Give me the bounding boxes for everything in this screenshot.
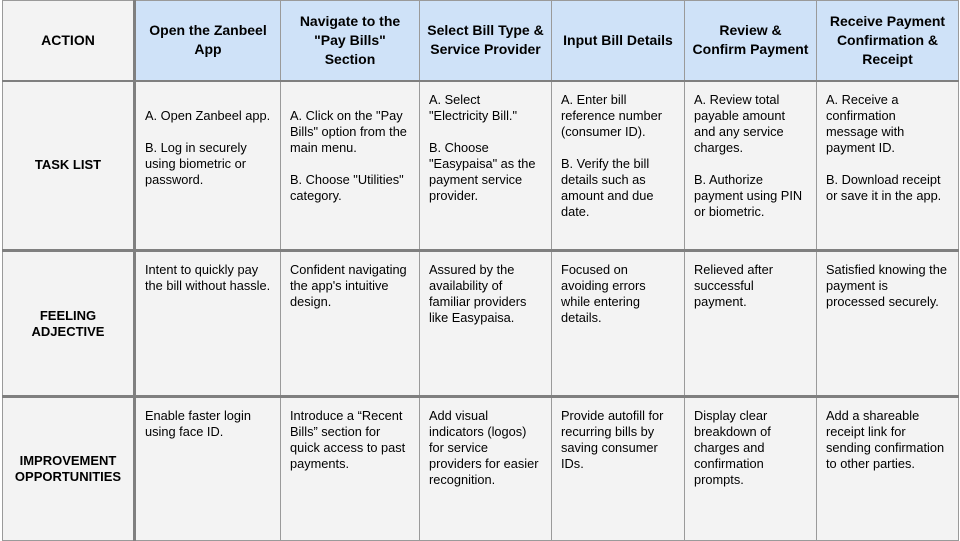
improvement-text: Provide autofill for recurring bills by saving consumer IDs. [561,408,664,471]
task-cell [281,81,420,251]
task-item: A. Receive a confirmation message with payment ID. [826,91,905,155]
journey-table [2,0,959,541]
task-item: B. Download receipt or save it in the app. [826,171,942,203]
feeling-cell [552,251,685,397]
improvement-cell [281,397,420,541]
improvement-text: Enable faster login using face ID. [145,408,251,439]
improvement-cell [135,397,281,541]
task-item: A. Select "Electricity Bill." [429,91,518,123]
improvement-row [3,397,959,541]
header-row [3,1,959,81]
step-header: Navigate to the "Pay Bills" Section [281,1,420,81]
step-header: Open the Zanbeel App [135,1,281,81]
step-header: Select Bill Type & Service Provider [420,1,552,81]
task-item: A. Open Zanbeel app. [145,107,271,123]
improvement-text: Introduce a “Recent Bills” section for quick access to past payments. [290,408,406,471]
improvement-text: Display clear breakdown of charges and confirmation prompts. [694,408,771,487]
step-header: Input Bill Details [552,1,685,81]
task-item: B. Authorize payment using PIN or biometric. [694,171,803,219]
task-item: A. Click on the "Pay Bills" option from the main menu. [290,107,407,155]
task-list-row [3,81,959,251]
feeling-cell [817,251,959,397]
improvement-cell [552,397,685,541]
feeling-cell [685,251,817,397]
task-cell [685,81,817,251]
improvement-text: Add visual indicators (logos) for service providers for easier recognition. [429,408,539,487]
feeling-cell [420,251,552,397]
improvement-text: Add a shareable receipt link for sending confirmation to other parties. [826,408,945,471]
task-item: B. Choose "Easypaisa" as the payment service provider. [429,139,536,203]
task-item: A. Review total payable amount and any service charges. [694,91,786,155]
improvement-cell [420,397,552,541]
feeling-row [3,251,959,397]
row-header-action: ACTION [3,1,135,81]
task-cell [420,81,552,251]
improvement-cell [817,397,959,541]
row-header-task-list: TASK LIST [3,81,135,251]
feeling-text: Confident navigating the app's intuitive design. [290,262,407,309]
feeling-text: Assured by the availability of familiar providers like Easypaisa. [429,262,527,325]
task-cell [135,81,281,251]
row-header-feeling: FEELING ADJECTIVE [3,251,135,397]
feeling-text: Relieved after successful payment. [694,262,773,309]
journey-map [2,0,958,540]
feeling-text: Satisfied knowing the payment is processed securely. [826,262,947,309]
feeling-text: Intent to quickly pay the bill without hassle. [145,262,271,293]
task-cell [817,81,959,251]
step-header: Review & Confirm Payment [685,1,817,81]
feeling-cell [281,251,420,397]
task-cell [552,81,685,251]
task-item: A. Enter bill reference number (consumer ID). [561,91,663,139]
task-item: B. Choose "Utilities" category. [290,171,404,203]
step-header: Receive Payment Confirmation & Receipt [817,1,959,81]
improvement-cell [685,397,817,541]
row-header-improvement: IMPROVEMENT OPPORTUNITIES [3,397,135,541]
task-item: B. Log in securely using biometric or password. [145,139,247,187]
feeling-cell [135,251,281,397]
feeling-text: Focused on avoiding errors while entering details. [561,262,646,325]
task-item: B. Verify the bill details such as amount and due date. [561,155,654,219]
